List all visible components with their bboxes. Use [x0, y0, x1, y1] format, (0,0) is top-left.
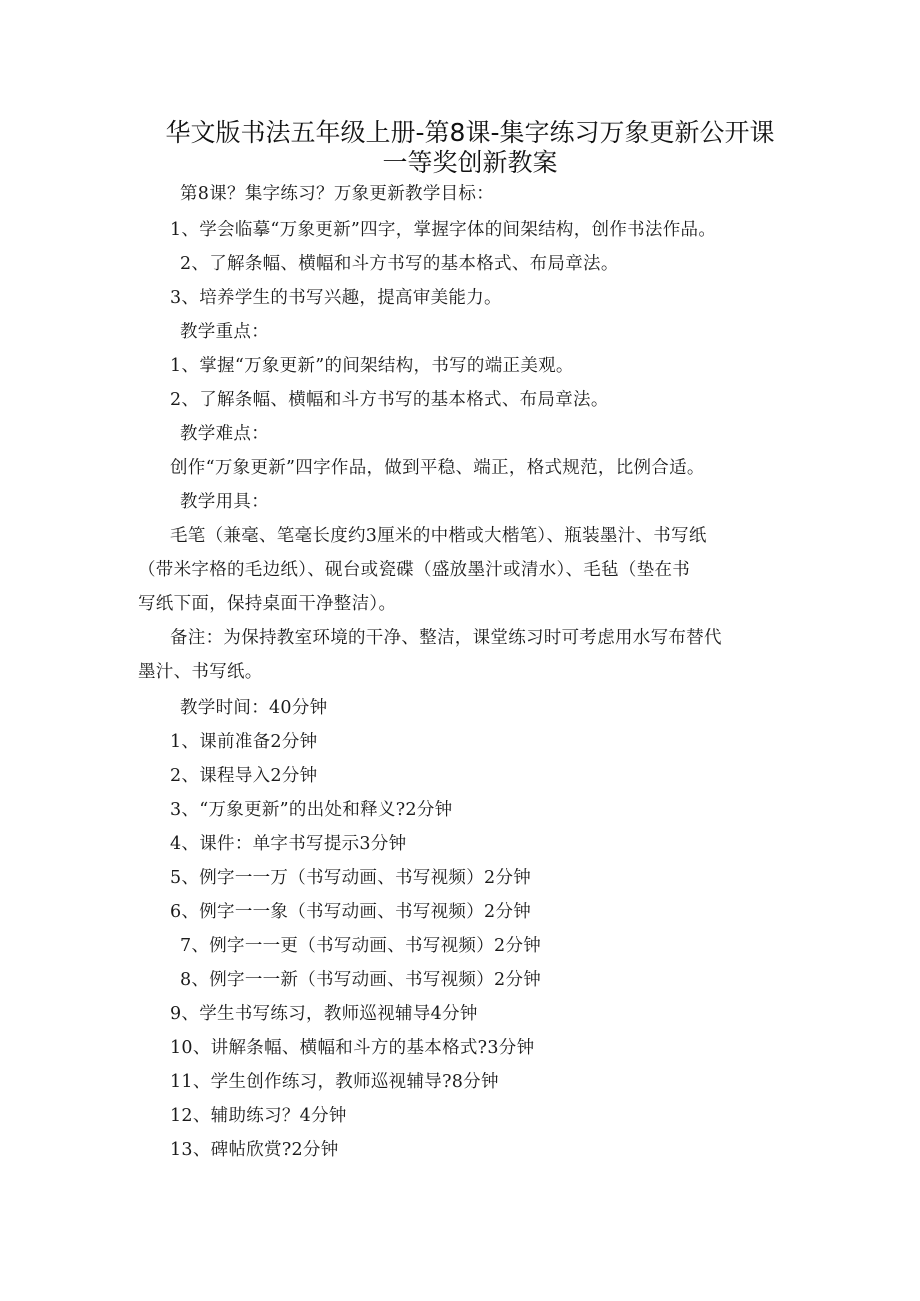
note-line-1: 备注：为保持教室环境的干净、整洁，课堂练习时可考虑用水写布替代 [170, 628, 722, 648]
tools-heading: 教学用具： [180, 492, 269, 512]
goals-heading: 第8课？集字练习？万象更新教学目标： [180, 184, 495, 204]
schedule-item-8: 8、例字一一新（书写动画、书写视频）2分钟 [180, 970, 542, 990]
schedule-item-9: 9、学生书写练习，教师巡视辅导4分钟 [170, 1004, 478, 1024]
schedule-item-3: 3、“万象更新”的出处和释义?2分钟 [170, 800, 453, 820]
schedule-item-5: 5、例字一一万（书写动画、书写视频）2分钟 [170, 868, 532, 888]
schedule-item-12: 12、辅助练习？4分钟 [170, 1106, 347, 1126]
tools-line-1: 毛笔（兼毫、笔毫长度约3厘米的中楷或大楷笔）、瓶装墨汁、书写纸 [170, 526, 707, 546]
schedule-item-13: 13、碑帖欣赏?2分钟 [170, 1140, 339, 1160]
schedule-item-4: 4、课件：单字书写提示3分钟 [170, 834, 407, 854]
key-point-1: 1、掌握“万象更新”的间架结构，书写的端正美观。 [170, 356, 574, 376]
schedule-item-1: 1、课前准备2分钟 [170, 732, 318, 752]
note-line-2: 墨汁、书写纸。 [138, 662, 263, 682]
title-line-2: 一等奖创新教案 [382, 148, 558, 177]
goal-2: 2、了解条幅、横幅和斗方书写的基本格式、布局章法。 [180, 254, 619, 274]
tools-line-3: 写纸下面，保持桌面干净整洁）。 [138, 594, 397, 614]
difficult-points-heading: 教学难点： [180, 424, 269, 444]
key-point-2: 2、了解条幅、横幅和斗方书写的基本格式、布局章法。 [170, 390, 609, 410]
goal-3: 3、培养学生的书写兴趣，提高审美能力。 [170, 288, 502, 308]
goal-1: 1、学会临摹“万象更新”四字，掌握字体的间架结构，创作书法作品。 [170, 220, 717, 240]
title-line-1: 华文版书法五年级上册-第8课-集字练习万象更新公开课 [165, 118, 775, 147]
schedule-item-6: 6、例字一一象（书写动画、书写视频）2分钟 [170, 902, 532, 922]
schedule-item-10: 10、讲解条幅、横幅和斗方的基本格式?3分钟 [170, 1038, 535, 1058]
schedule-item-11: 11、学生创作练习，教师巡视辅导?8分钟 [170, 1072, 499, 1092]
tools-line-2: （带米字格的毛边纸）、砚台或瓷碟（盛放墨汁或清水）、毛毡（垫在书 [138, 560, 691, 580]
schedule-item-2: 2、课程导入2分钟 [170, 766, 318, 786]
key-points-heading: 教学重点： [180, 322, 269, 342]
difficult-points-text: 创作“万象更新”四字作品，做到平稳、端正，格式规范，比例合适。 [170, 458, 705, 478]
document-title [150, 118, 790, 178]
teaching-time-heading: 教学时间：40分钟 [180, 698, 328, 718]
schedule-item-7: 7、例字一一更（书写动画、书写视频）2分钟 [180, 936, 542, 956]
